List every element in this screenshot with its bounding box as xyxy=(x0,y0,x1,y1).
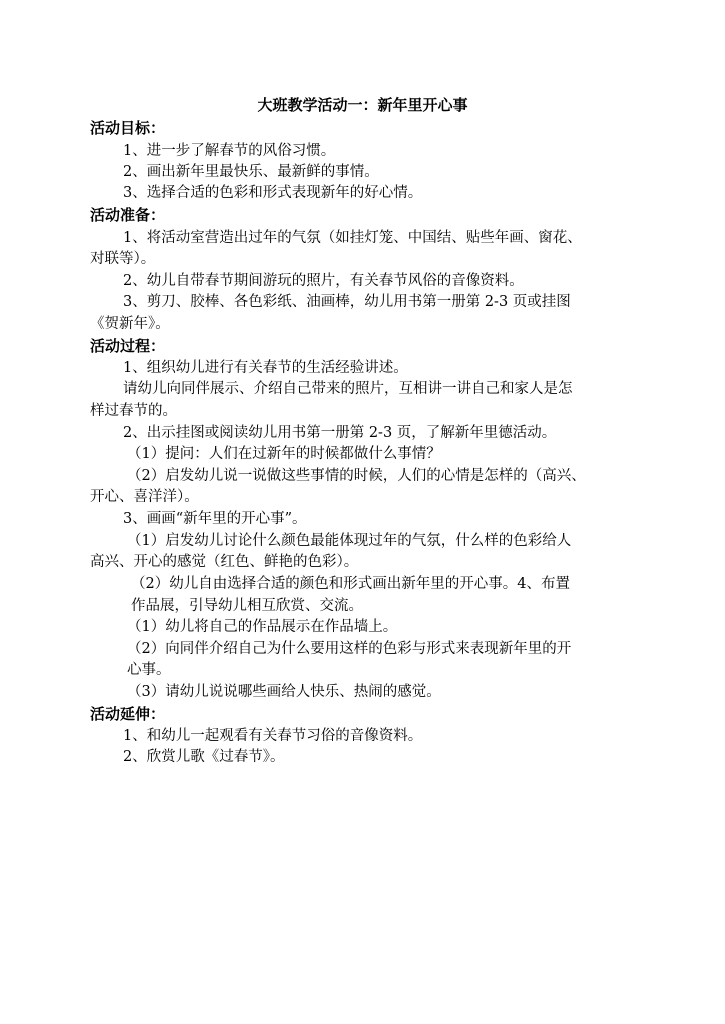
goal-item: 2、画出新年里最快乐、最新鲜的事情。 xyxy=(123,164,379,180)
goals-heading: 活动目标： xyxy=(90,119,166,137)
process-line: （1）启发幼儿讨论什么颜色最能体现过年的气氛，什么样的色彩给人 xyxy=(127,533,572,549)
preparation-line: 对联等）。 xyxy=(90,251,156,267)
process-line: （2）启发幼儿说一说做这些事情的时候，人们的心情是怎样的（高兴、 xyxy=(127,468,586,484)
process-line: 1、组织幼儿进行有关春节的生活经验讲述。 xyxy=(123,360,408,376)
process-line: 开心、喜洋洋）。 xyxy=(90,489,199,505)
process-line: 样过春节的。 xyxy=(90,403,177,419)
preparation-line: 3、剪刀、胶棒、各色彩纸、油画棒，幼儿用书第一册第 2-3 页或挂图 xyxy=(123,294,571,310)
preparation-line: 2、幼儿自带春节期间游玩的照片，有关春节风俗的音像资料。 xyxy=(123,273,524,289)
extension-item: 1、和幼儿一起观看有关春节习俗的音像资料。 xyxy=(123,728,423,744)
process-line: 3、画画“新年里的开心事”。 xyxy=(123,511,307,527)
page-title: 大班教学活动一：新年里开心事 xyxy=(257,96,468,114)
extension-item: 2、欣赏儿歌《过春节》。 xyxy=(123,749,285,765)
process-line: （1）提问：人们在过新年的时候都做什么事情？ xyxy=(127,446,441,462)
process-line: 2、出示挂图或阅读幼儿用书第一册第 2-3 页，了解新年里德活动。 xyxy=(123,425,557,441)
process-line: （2）向同伴介绍自己为什么要用这样的色彩与形式来表现新年里的开 xyxy=(127,641,572,657)
process-line: 高兴、开心的感觉（红色、鲜艳的色彩）。 xyxy=(90,554,359,570)
process-line: （1）幼儿将自己的作品展示在作品墙上。 xyxy=(127,619,398,635)
goal-item: 3、选择合适的色彩和形式表现新年的好心情。 xyxy=(123,185,423,201)
goal-item: 1、进一步了解春节的风俗习惯。 xyxy=(123,143,336,159)
process-heading: 活动过程： xyxy=(90,337,166,355)
process-line: 心事。 xyxy=(127,662,171,678)
preparation-heading: 活动准备： xyxy=(90,206,166,224)
process-line: 请幼儿向同伴展示、介绍自己带来的照片，互相讲一讲自己和家人是怎 xyxy=(123,381,573,397)
process-line: （2）幼儿自由选择合适的颜色和形式画出新年里的开心事。4、布置 xyxy=(131,576,570,592)
preparation-line: 《贺新年》。 xyxy=(90,316,170,332)
process-line: 作品展，引导幼儿相互欣赏、交流。 xyxy=(131,598,363,614)
process-line: （3）请幼儿说说哪些画给人快乐、热闹的感觉。 xyxy=(127,684,441,700)
extension-heading: 活动延伸： xyxy=(90,705,166,723)
preparation-line: 1、将活动室营造出过年的气氛（如挂灯笼、中国结、贴些年画、窗花、 xyxy=(123,230,582,246)
